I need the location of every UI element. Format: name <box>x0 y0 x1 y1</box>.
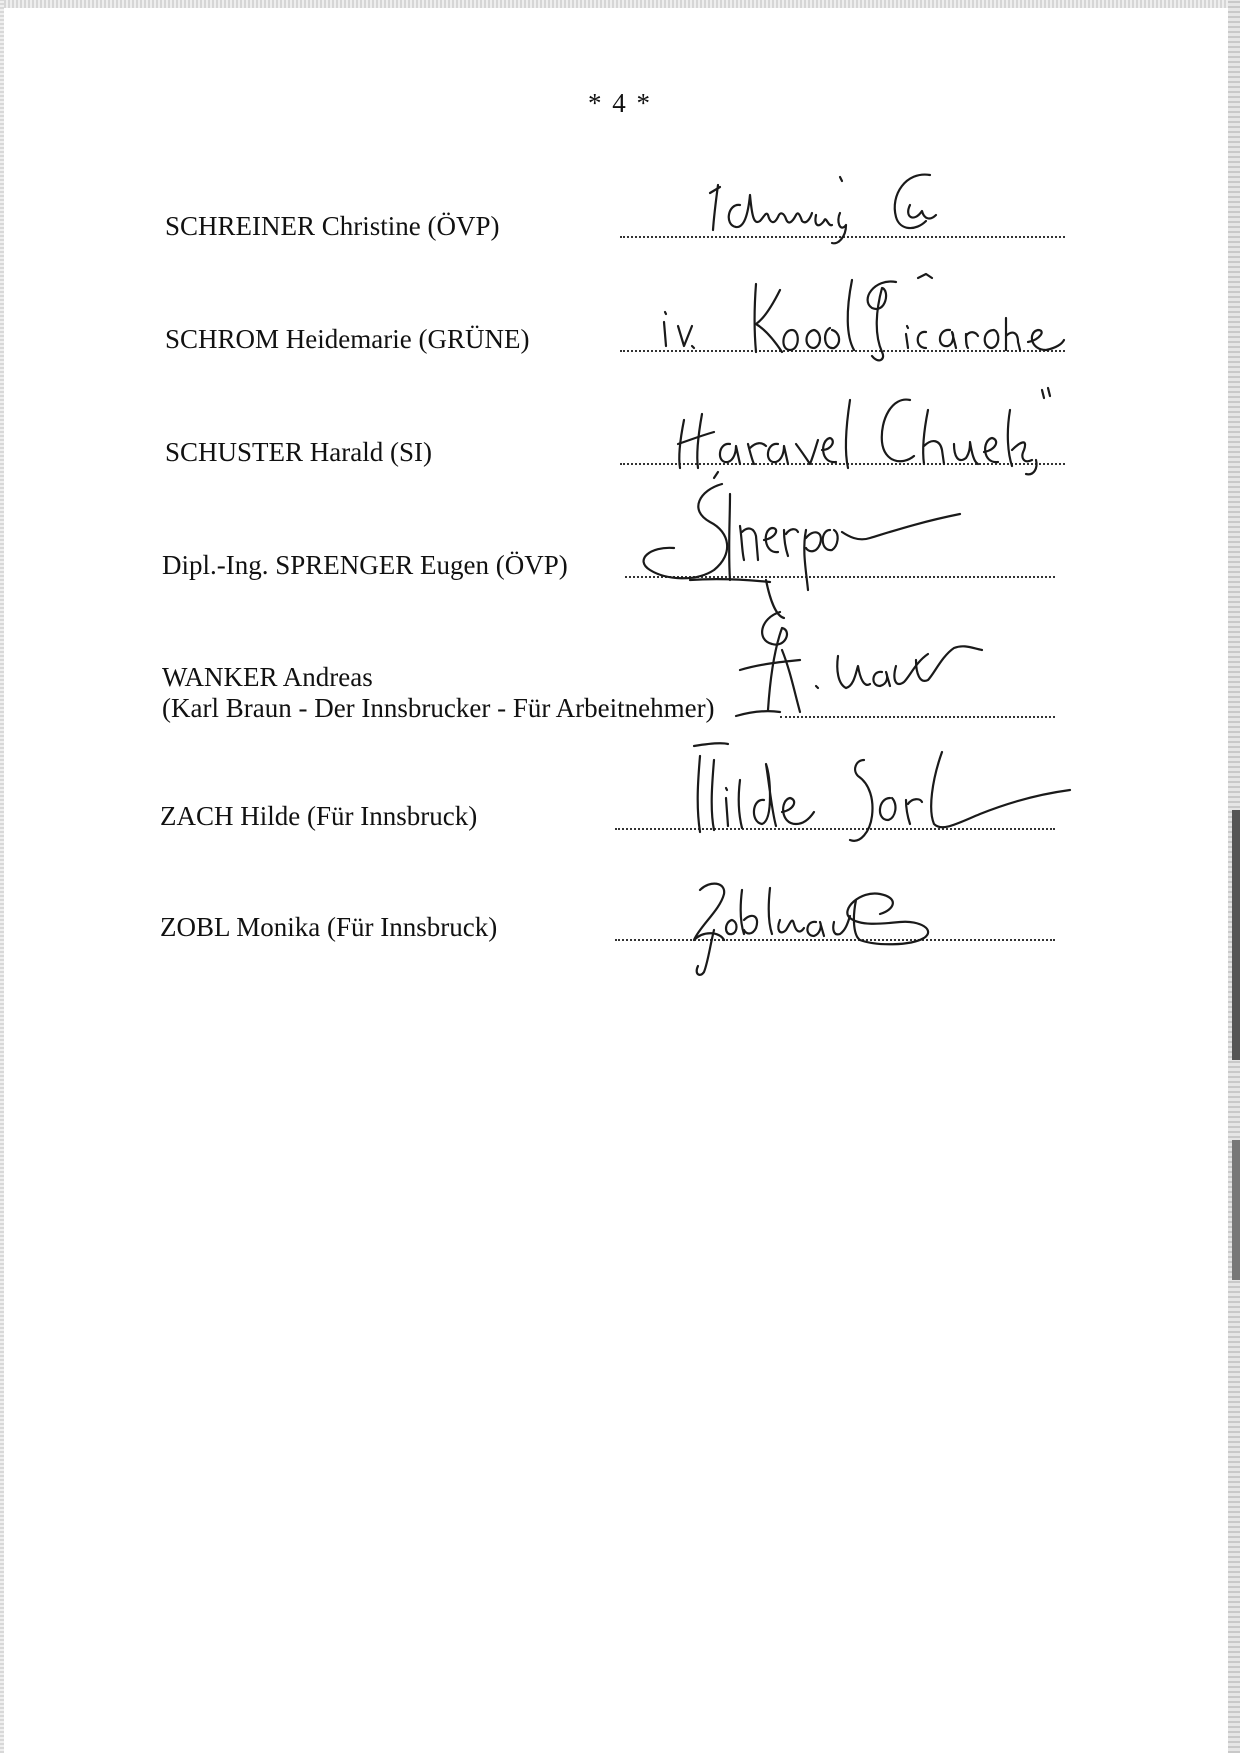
signatory-name: ZACH Hilde (Für Innsbruck) <box>160 801 478 831</box>
scan-edge-shadow <box>1232 810 1240 1060</box>
signature-sprenger <box>630 470 990 620</box>
scan-edge-shadow <box>1232 1140 1240 1280</box>
signature-schrom <box>650 270 1070 360</box>
scan-edge-top <box>0 0 1240 8</box>
signature-wanker <box>720 600 1060 730</box>
signature-schuster <box>670 380 1070 475</box>
signature-schreiner <box>700 165 960 245</box>
signatory-name: WANKER Andreas <box>162 662 373 692</box>
page-number: * 4 * <box>588 88 652 118</box>
scan-edge-left <box>0 0 4 1753</box>
signatory-affiliation: (Karl Braun - Der Innsbrucker - Für Arbeitnehmer) <box>162 693 715 723</box>
signature-zach <box>680 740 1160 850</box>
signatory-name: Dipl.-Ing. SPRENGER Eugen (ÖVP) <box>162 550 568 580</box>
signatory-name: SCHROM Heidemarie (GRÜNE) <box>165 324 530 354</box>
signature-zobl <box>680 870 950 980</box>
signatory-name: ZOBL Monika (Für Innsbruck) <box>160 912 498 942</box>
signatory-name: SCHUSTER Harald (SI) <box>165 437 432 467</box>
signatory-name: SCHREINER Christine (ÖVP) <box>165 211 500 241</box>
